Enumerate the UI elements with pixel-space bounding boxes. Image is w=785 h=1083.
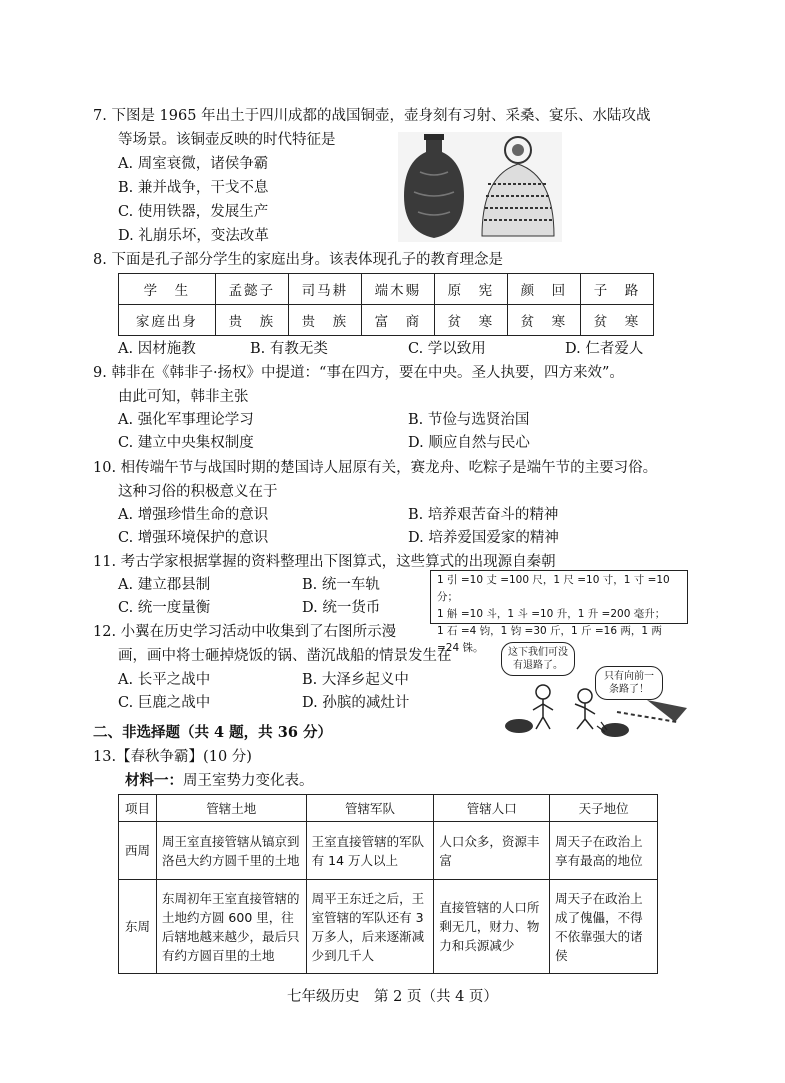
q11-option-b: B. 统一车轨 [302, 577, 380, 593]
q8-option-d: D. 仁者爱人 [565, 341, 644, 357]
q8-option-a: A. 因材施教 [118, 341, 196, 357]
q8-cell-r2c7: 贫 寒 [580, 305, 653, 336]
q11-formula-line1: 1 引 =10 丈 =100 尺，1 尺 =10 寸，1 寸 =10 分； [437, 574, 670, 603]
q9-option-a: A. 强化军事理论学习 [118, 412, 254, 428]
section-2-heading: 二、非选择题（共 4 题，共 36 分） [93, 724, 332, 741]
q8-cell-r2c2: 贵 族 [215, 305, 288, 336]
q11-formula-box [430, 570, 688, 654]
q10-stem-line2: 这种习俗的积极意义在于 [118, 484, 278, 500]
q8-cell-r1c7: 子 路 [580, 274, 653, 305]
q12-option-d: D. 孙膑的减灶计 [302, 695, 410, 711]
q7-option-c: C. 使用铁器，发展生产 [118, 204, 269, 220]
q13-row-dongzhou-status: 周天子在政治上成了傀儡，不得不依靠强大的诸侯 [550, 880, 658, 974]
q13-row-xizhou-land: 周王室直接管辖从镐京到洛邑大约方圆千里的土地 [156, 822, 306, 880]
q7-option-d: D. 礼崩乐坏，变法改革 [118, 228, 269, 244]
bronze-pot-image [398, 132, 562, 242]
q13-header-land: 管辖土地 [156, 795, 306, 822]
q13-row-xizhou-label: 西周 [119, 822, 157, 880]
q8-option-c: C. 学以致用 [408, 341, 486, 357]
q13-row-dongzhou-land: 东周初年王室直接管辖的土地约方圆 600 里，往后辖地越来越少，最后只有约方圆百里的土地 [156, 880, 306, 974]
q8-cell-r1c3: 司马耕 [288, 274, 361, 305]
q12-stem-line1: 12. 小翼在历史学习活动中收集到了右图所示漫 [93, 624, 397, 640]
q11-formula-line3: 1 石 =4 钧，1 钧 =30 斤，1 斤 =16 两，1 两 =24 铢。 [437, 625, 662, 654]
q13-row-dongzhou-army: 周平王东迁之后，王室管辖的军队还有 3 万多人，后来逐渐减少到几千人 [306, 880, 434, 974]
q8-cell-r2c5: 贫 寒 [434, 305, 507, 336]
q12-stem-line2: 画，画中将士砸掉烧饭的锅、凿沉战船的情景发生在 [118, 648, 452, 664]
cartoon-speech-bubble-1: 这下我们可没有退路了。 [501, 642, 575, 676]
q12-option-b: B. 大泽乡起义中 [302, 672, 409, 688]
q13-material-label: 材料一： [125, 772, 183, 789]
q7-option-b: B. 兼并战争，干戈不息 [118, 180, 269, 196]
q13-row-xizhou-army: 王室直接管辖的军队有 14 万人以上 [306, 822, 434, 880]
q7-stem-line2: 等场景。该铜壶反映的时代特征是 [118, 132, 336, 148]
q12-option-a: A. 长平之战中 [118, 672, 211, 688]
q9-option-c: C. 建立中央集权制度 [118, 435, 254, 451]
q11-formula-line2: 1 斛 =10 斗，1 斗 =10 升，1 升 =200 毫升； [437, 608, 666, 620]
q9-option-b: B. 节俭与选贤治国 [408, 412, 530, 428]
q7-stem-line1: 7. 下图是 1965 年出土于四川成都的战国铜壶，壶身刻有习射、采桑、宴乐、水陆攻战 [93, 108, 651, 124]
q12-cartoon [497, 640, 689, 740]
q11-option-c: C. 统一度量衡 [118, 600, 211, 616]
q10-stem-line1: 10. 相传端午节与战国时期的楚国诗人屈原有关，赛龙舟、吃粽子是端午节的主要习俗。 [93, 460, 658, 476]
q8-cell-r2c6: 贫 寒 [507, 305, 580, 336]
q8-cell-r1c6: 颜 回 [507, 274, 580, 305]
q13-header-status: 天子地位 [550, 795, 658, 822]
q13-row-xizhou-population: 人口众多，资源丰富 [434, 822, 550, 880]
q10-option-d: D. 培养爱国爱家的精神 [408, 530, 559, 546]
q13-header-army: 管辖军队 [306, 795, 434, 822]
q13-header-population: 管辖人口 [434, 795, 550, 822]
q8-option-b: B. 有教无类 [250, 341, 328, 357]
q9-option-d: D. 顺应自然与民心 [408, 435, 530, 451]
q8-stem: 8. 下面是孔子部分学生的家庭出身。该表体现孔子的教育理念是 [93, 252, 503, 268]
q8-students-table [118, 273, 654, 336]
q13-title: 13.【春秋争霸】(10 分) [93, 749, 252, 765]
q13-material-text: 周王室势力变化表。 [183, 773, 314, 789]
q13-zhou-table [118, 794, 658, 974]
q11-option-a: A. 建立郡县制 [118, 577, 211, 593]
q11-stem: 11. 考古学家根据掌握的资料整理出下图算式，这些算式的出现源自秦朝 [93, 554, 556, 570]
q9-stem-line2: 由此可知，韩非主张 [118, 389, 249, 405]
q8-cell-r2c3: 贵 族 [288, 305, 361, 336]
q13-row-xizhou-status: 周天子在政治上享有最高的地位 [550, 822, 658, 880]
q10-option-b: B. 培养艰苦奋斗的精神 [408, 507, 559, 523]
q8-cell-r1c1: 学 生 [119, 274, 216, 305]
q9-stem-line1: 9. 韩非在《韩非子·扬权》中提道：“事在四方，要在中央。圣人执要，四方来效”。 [93, 365, 624, 381]
q10-option-c: C. 增强环境保护的意识 [118, 530, 269, 546]
q13-row-dongzhou-label: 东周 [119, 880, 157, 974]
q8-cell-r1c4: 端木赐 [361, 274, 434, 305]
q8-cell-r2c1: 家庭出身 [119, 305, 216, 336]
q7-option-a: A. 周室衰微，诸侯争霸 [118, 156, 269, 172]
q13-row-dongzhou-population: 直接管辖的人口所剩无几，财力、物力和兵源减少 [434, 880, 550, 974]
q12-option-c: C. 巨鹿之战中 [118, 695, 211, 711]
q8-cell-r1c2: 孟懿子 [215, 274, 288, 305]
q13-material-1 [125, 770, 314, 792]
q8-cell-r2c4: 富 商 [361, 305, 434, 336]
q11-option-d: D. 统一货币 [302, 600, 381, 616]
q13-header-item: 项目 [119, 795, 157, 822]
q8-cell-r1c5: 原 宪 [434, 274, 507, 305]
page-footer: 七年级历史 第 2 页（共 4 页） [287, 989, 498, 1005]
cartoon-speech-bubble-2: 只有向前一条路了！ [595, 666, 663, 700]
q10-option-a: A. 增强珍惜生命的意识 [118, 507, 269, 523]
